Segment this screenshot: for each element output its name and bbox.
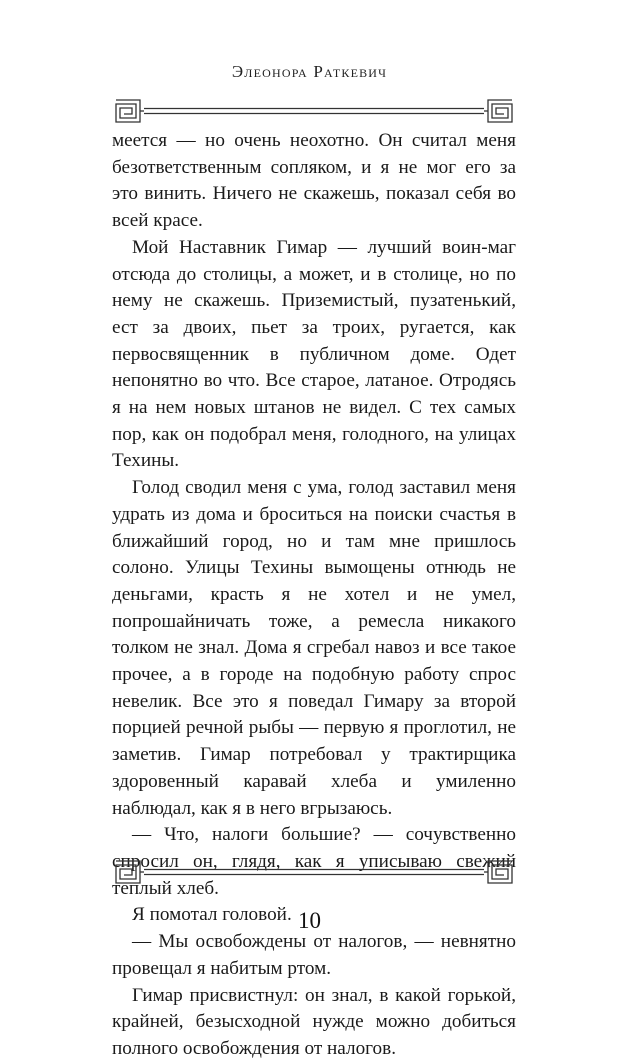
- ornament-bottom-divider: [112, 857, 516, 887]
- paragraph: меется — но очень неохотно. Он считал меня безответственным сопляком, и я не мог его за это винить. Ничего не скажешь, показал себя во всей красе.: [112, 130, 516, 232]
- ornament-top-divider: [112, 96, 516, 126]
- paragraph: — Что, налоги большие? — сочувственно спросил он, глядя, как я уписываю свежий теплый хлеб.: [112, 824, 516, 899]
- paragraph: Гимар присвистнул: он знал, в какой горькой, крайней, безысходной нужде можно добиться полного освобождения от налогов.: [112, 984, 516, 1059]
- paragraph: Я помотал головой.: [132, 904, 292, 926]
- paragraph: Мой Наставник Гимар — лучший воин-маг отсюда до столицы, а может, и в столице, но по нему не скажешь. Приземистый, пузатенький, ест за двоих, пьет за троих, ругается, как первосвященник в публичном доме. Одет непонятно во что. Все старое, латаное. Отродясь я на нем новых штанов не видел. С тех самых пор, как он подобрал меня, голодного, на улицах Техины.: [112, 236, 516, 472]
- page-number: 10: [298, 908, 321, 933]
- paragraph: — Мы освобождены от налогов, — невнятно провещал я набитым ртом.: [112, 931, 516, 979]
- paragraph: Голод сводил меня с ума, голод заставил меня удрать из дома и броситься на поиски счастья в ближайший город, но и там мне пришлось солоно. Улицы Техины вымощены отнюдь не деньгами, красть я не хотел и не умел, попрошайничать тоже, а ремесла никакого толком не знал. Дома я сгребал навоз и все такое прочее, а в городе на подобную работу спрос невелик. Все это я поведал Гимару за второй порцией речной рыбы — первую я проглотил, не заметив. Гимар потребовал у трактирщика здоровенный каравай хлеба и умиленно наблюдал, как я в него вгрызаюсь.: [112, 477, 516, 819]
- running-head-author: Элеонора Раткевич: [231, 62, 388, 81]
